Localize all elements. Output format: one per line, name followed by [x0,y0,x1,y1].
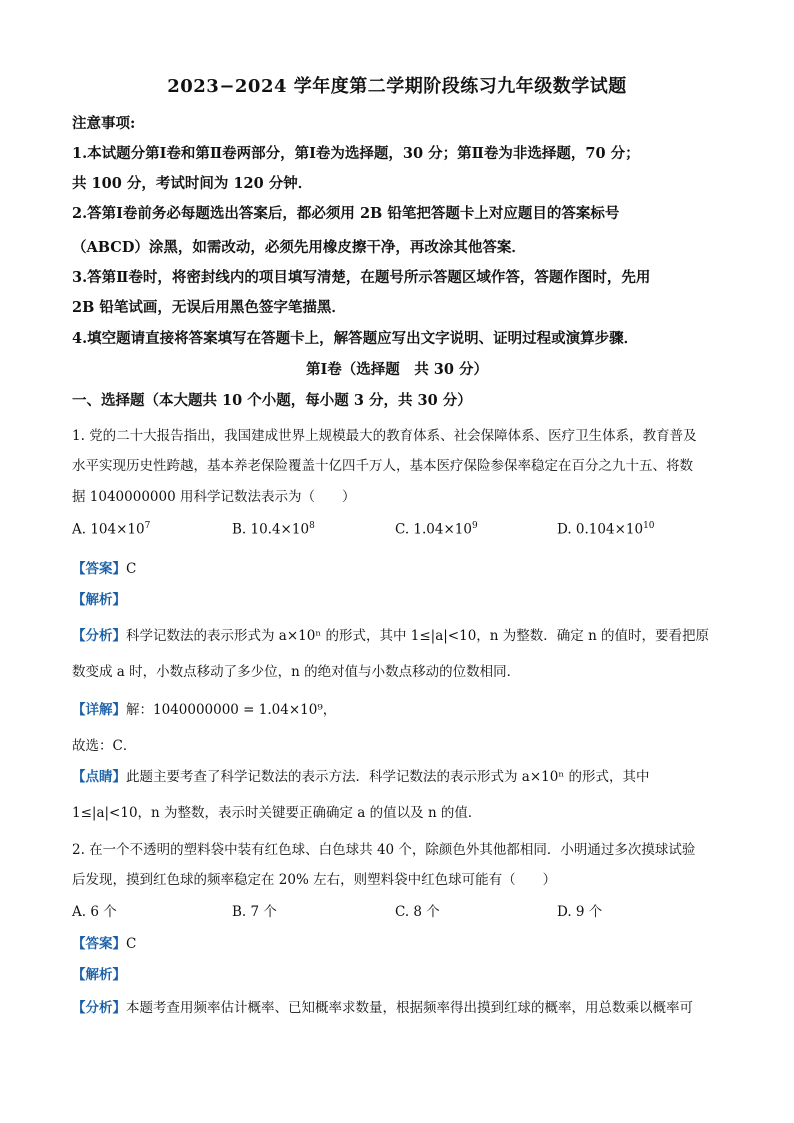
q1-option-b: B. $10.4\times 10^8$ [232,521,315,538]
q2-fenxi-line-1: 【分析】本题考查用频率估计概率、已知概率求数量，根据频率得出摸到红球的概率，用总数乘以概率可 [72,1000,693,1016]
page-title: 2023−2024 学年度第二学期阶段练习九年级数学试题 [167,76,627,97]
q1-answer: 【答案】C [72,561,137,577]
notice-line-2: 共 100 分，考试时间为 120 分钟． [72,175,313,192]
q1-option-a: A. $104\times 10^7$ [72,521,151,538]
q1-fenxi-line-2: 数变成 a 时，小数点移动了多少位，n 的绝对值与小数点移动的位数相同． [72,664,521,680]
q2-analysis-tag: 【解析】 [72,967,126,983]
part-one-heading: 第Ⅰ卷（选择题 共 30 分） [305,361,489,378]
notice-line-7: 4.填空题请直接将答案填写在答题卡上，解答题应写出文字说明、证明过程或演算步骤． [72,330,639,347]
q1-option-d: D. $0.104\times 10^{10}$ [557,521,655,538]
q1-text-line-3: 据 1040000000 用科学记数法表示为（ ） [72,489,356,505]
q1-text-line-2: 水平实现历史性跨越，基本养老保险覆盖十亿四千万人，基本医疗保险参保率稳定在百分之九十五、将数 [72,458,693,474]
q1-detail: 【详解】解：1040000000 = 1.04×10⁹， [72,702,337,718]
notice-line-5: 3.答第Ⅱ卷时，将密封线内的项目填写清楚，在题号所示答题区域作答，答题作图时，先用 [72,269,651,286]
notice-heading: 注意事项: [72,115,136,132]
section-one-heading: 一、选择题（本大题共 10 个小题，每小题 3 分，共 30 分） [72,392,472,409]
q2-answer: 【答案】C [72,936,137,952]
notice-line-4: （ABCD）涂黑，如需改动，必须先用橡皮擦干净，再改涂其他答案． [72,239,526,256]
q2-option-d: D. 9 个 [557,904,603,920]
q2-option-a: A. 6 个 [72,904,117,920]
q1-dianjing-line-2: 1≤|a|<10，n 为整数，表示时关键要正确确定 a 的值以及 n 的值． [72,805,482,821]
notice-line-3: 2.答第Ⅰ卷前务必每题选出答案后，都必须用 2B 铅笔把答题卡上对应题目的答案标号 [72,205,620,222]
q1-option-c: C. $1.04\times 10^9$ [395,521,478,538]
q1-dianjing-line-1: 【点睛】此题主要考查了科学记数法的表示方法．科学记数法的表示形式为 a×10ⁿ 的形式，其中 [72,769,650,785]
q1-fenxi-line-1: 【分析】科学记数法的表示形式为 a×10ⁿ 的形式，其中 1≤|a|<10，n 为整数．确定 n 的值时，要看把原 [72,628,710,644]
q2-option-c: C. 8 个 [395,904,440,920]
notice-line-1: 1.本试题分第Ⅰ卷和第Ⅱ卷两部分，第Ⅰ卷为选择题，30 分；第Ⅱ卷为非选择题，70 分； [72,145,640,162]
q2-text-line-2: 后发现，摸到红色球的频率稳定在 20% 左右，则塑料袋中红色球可能有（ ） [72,872,557,888]
notice-line-6: 2B 铅笔试画，无误后用黑色签字笔描黑． [72,299,346,316]
q2-text-line-1: 2. 在一个不透明的塑料袋中装有红色球、白色球共 40 个，除颜色外其他都相同．小明通过多次摸球试验 [72,842,696,858]
q1-analysis-tag: 【解析】 [72,592,126,608]
q2-option-b: B. 7 个 [232,904,277,920]
q1-text-line-1: 1. 党的二十大报告指出，我国建成世界上规模最大的教育体系、社会保障体系、医疗卫生体系，教育普及 [72,428,697,444]
q1-choose: 故选：C． [72,738,137,754]
